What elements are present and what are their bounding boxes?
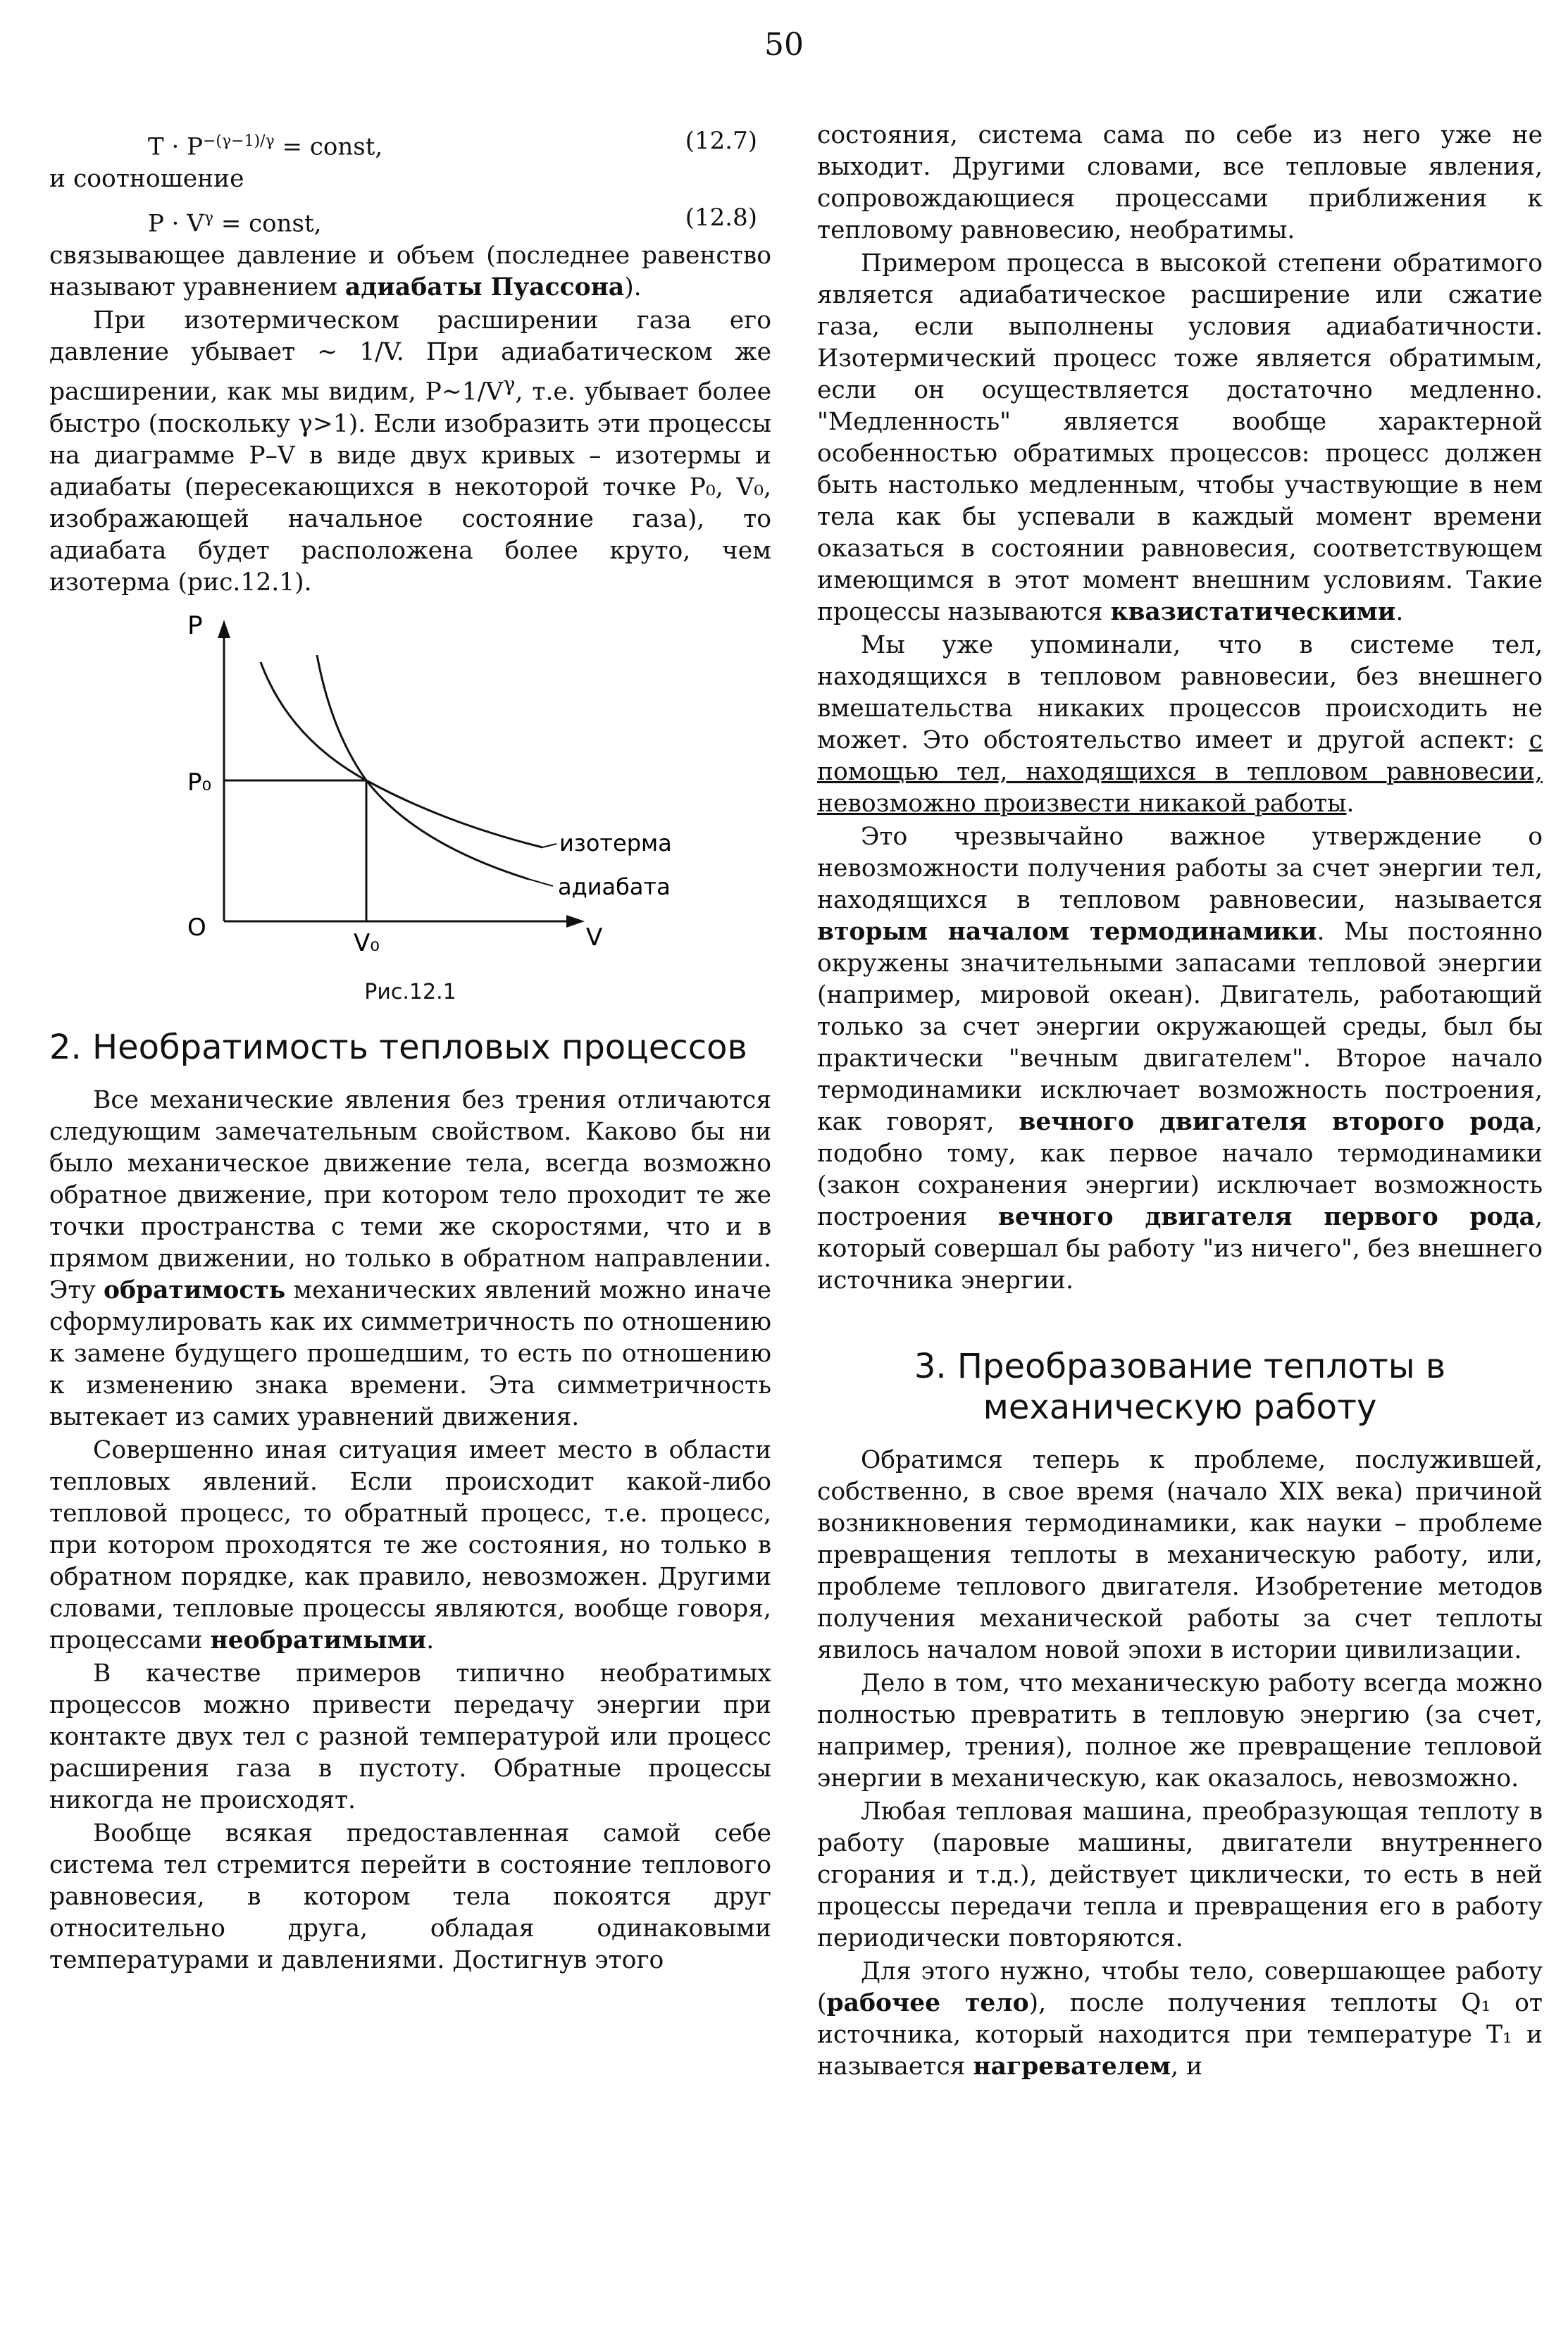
paragraph — [49, 1085, 771, 1433]
paragraph — [49, 1435, 771, 1657]
formula-12-8 — [49, 197, 771, 240]
bold-term: вторым началом термодинамики — [817, 918, 1317, 946]
x-axis-arrow — [566, 915, 585, 928]
formula-rhs: = const, — [213, 209, 322, 238]
paragraph — [49, 305, 771, 599]
paragraph: Вообще всякая предоставленная самой себе система тел стремится перейти в состояние теплового равновесия, в котором тела покоятся друг относительно друга, обладая одинаковыми температурами и давлениями. Достигнув этого — [49, 1819, 771, 1974]
figure-12-1 — [49, 611, 771, 1006]
page-number: 50 — [764, 27, 804, 63]
figure-caption: Рис.12.1 — [364, 979, 456, 1004]
right-column — [817, 120, 1543, 2084]
text: Совершенно иная ситуация имеет место в области тепловых явлений. Если происходит какой-либо тепловой процесс, то обратный процесс, т.е. процесс, при котором проходятся те же состояния, но только в обратном порядке, как правило, невозможен. Другими словами, тепловые процессы являются, вообще говоря, процессами — [49, 1435, 771, 1655]
text: ). — [624, 273, 642, 301]
text: Все механические явления без трения отличаются следующим замечательным свойством. Каково бы ни было механическое движение тела, всегда возможно обратное движение, при котором тело проходит те же точки пространства с теми же скоростями, что и в прямом движении, но только в обратном направлении. Эту — [49, 1085, 771, 1304]
adiabat-leader — [528, 879, 553, 886]
bold-term: необратимыми — [210, 1626, 427, 1655]
underlined-text: с помощью тел, находящихся в тепловом равновесии, невозможно произвести никакой работы — [817, 726, 1543, 818]
paragraph: Дело в том, что механическую работу всегда можно полностью превратить в тепловую энергию (за счет, например, трения), полное же превращение тепловой энергии в механическую, как оказалось, невозможно. — [817, 1669, 1543, 1793]
formula-expression — [148, 125, 382, 163]
bold-term: рабочее тело — [826, 1989, 1029, 2017]
text: . — [1346, 790, 1355, 818]
text: Мы уже упоминали, что в системе тел, находящихся в тепловом равновесии, без внешнего вмешательства никаких процессов происходить не может. Это обстоятельство имеет и другой аспект: — [817, 631, 1543, 754]
formula-12-7 — [49, 120, 771, 163]
text: , т.е. убывает более быстро (поскольку γ>1). Если изобразить эти процессы на диаграмме P–V в виде двух кривых – изотермы и адиабаты (пересекающихся в некоторой точке P₀, V₀, изображающей начальное состояние газа), то адиабата будет расположена более круто, чем изотерма (рис.12.1). — [49, 378, 771, 597]
paragraph — [817, 630, 1543, 820]
pv-diagram — [49, 611, 771, 971]
text: , и — [1171, 2052, 1203, 2081]
paragraph — [817, 1956, 1543, 2083]
adiabat-curve — [261, 662, 542, 847]
text: Примером процесса в высокой степени обратимого является адиабатическое расширение или сжатие газа, если выполнены условия адиабатичности. Изотермический процесс тоже является обратимым, если он осуществляется достаточно медленно. "Медленность" является вообще характерной особенностью обратимых процессов: процесс должен быть настолько медленным, чтобы участвующие в нем тела как бы успевали в каждый момент времени оказаться в состоянии равновесия, соответствующем имеющимся в этот момент внешним условиям. Такие процессы называются — [817, 249, 1543, 626]
equation-number: (12.8) — [685, 204, 757, 232]
v0-label: V₀ — [354, 928, 380, 957]
origin-label: O — [187, 913, 206, 942]
section-heading: 2. Необратимость тепловых процессов — [49, 1027, 747, 1067]
paragraph: Обратимся теперь к проблеме, послужившей, собственно, в свое время (начало XIX века) причиной возникновения термодинамики, как науки – проблеме превращения теплоты в механическую работу, или, проблеме теплового двигателя. Изобретение методов получения механической работы за счет теплоты явилось началом новой эпохи в истории цивилизации. — [817, 1446, 1543, 1664]
paragraph: и соотношение — [49, 165, 244, 193]
bold-term: обратимость — [103, 1276, 286, 1304]
bold-term: адиабаты Пуассона — [344, 273, 625, 301]
text: . — [426, 1626, 435, 1655]
bold-term: вечного двигателя второго рода — [1019, 1108, 1536, 1136]
superscript: γ — [503, 372, 516, 396]
paragraph: Любая тепловая машина, преобразующая теплоту в работу (паровые машины, двигатели внутреннего сгорания и т.д.), действует циклически, то есть в ней процессы передачи тепла и превращения его в работу периодически повторяются. — [817, 1798, 1543, 1952]
formula-expression — [148, 202, 321, 239]
isotherm-label: изотерма — [559, 829, 672, 856]
isotherm-curve — [317, 655, 528, 879]
text: ), после получения теплоты Q₁ от источника, который находится при температуре T₁ и называется — [817, 1989, 1543, 2081]
text: связывающее давление и объем (последнее равенство называют уравнением — [49, 242, 771, 301]
bold-term: нагревателем — [973, 2052, 1171, 2081]
bold-term: вечного двигателя первого рода — [997, 1203, 1536, 1231]
equation-number: (12.7) — [685, 127, 757, 155]
adiabat-label: адиабата — [558, 873, 671, 900]
paragraph: В качестве примеров типично необратимых процессов можно привести передачу энергии при контакте двух тел с разной температурой или процесс расширения газа в пустоту. Обратные процессы никогда не происходят. — [49, 1659, 771, 1814]
section-heading: 3. Преобразование теплоты в механическую работу — [914, 1347, 1446, 1427]
paragraph — [817, 821, 1543, 1297]
isotherm-leader — [542, 844, 556, 847]
left-column — [49, 120, 771, 1978]
formula-rhs: = const, — [274, 132, 383, 161]
y-axis-label: P — [187, 611, 203, 640]
paragraph — [49, 240, 771, 304]
paragraph: состояния, система сама по себе из него уже не выходит. Другими словами, все тепловые явления, сопровождающиеся процессами приближения к тепловому равновесию, необратимы. — [817, 121, 1543, 244]
text: . — [1395, 598, 1404, 626]
text: При изотермическом расширении газа его давление убывает ~ 1/V. При адиабатическом же расширении, как мы видим, P~1/V — [49, 306, 771, 406]
y-axis-arrow — [218, 620, 230, 638]
bold-term: квазистатическими — [1110, 598, 1396, 626]
text: , подобно тому, как первое начало термодинамики (закон сохранения энергии) исключает возможность построения — [817, 1108, 1543, 1231]
formula-lhs: T · P — [148, 132, 203, 161]
p0-label: P₀ — [187, 768, 212, 797]
formula-exponent: γ — [204, 209, 214, 227]
text: Для этого нужно, чтобы тело, совершающее работу ( — [817, 1957, 1543, 2017]
x-axis-label: V — [586, 923, 603, 952]
text: механических явлений можно иначе сформулировать как их симметричность по отношению к замене будущего прошедшим, то есть по отношению к изменению знака времени. Эта симметричность вытекает из самих уравнений движения. — [49, 1276, 772, 1431]
paragraph — [817, 248, 1543, 628]
text: . Мы постоянно окружены значительными запасами тепловой энергии (например, мировой океан). Двигатель, работающий только за счет энергии окружающей среды, был бы практически "вечным двигателем". Второе начало термодинамики исключает возможность построения, как говорят, — [817, 918, 1543, 1136]
text: , который совершал бы работу "из ничего", без внешнего источника энергии. — [817, 1203, 1543, 1295]
formula-lhs: P · V — [148, 209, 204, 238]
text: Это чрезвычайно важное утверждение о невозможности получения работы за счет энергии тел, находящихся в тепловом равновесии, называется — [817, 823, 1543, 914]
formula-exponent: −(γ−1)/γ — [202, 132, 275, 150]
